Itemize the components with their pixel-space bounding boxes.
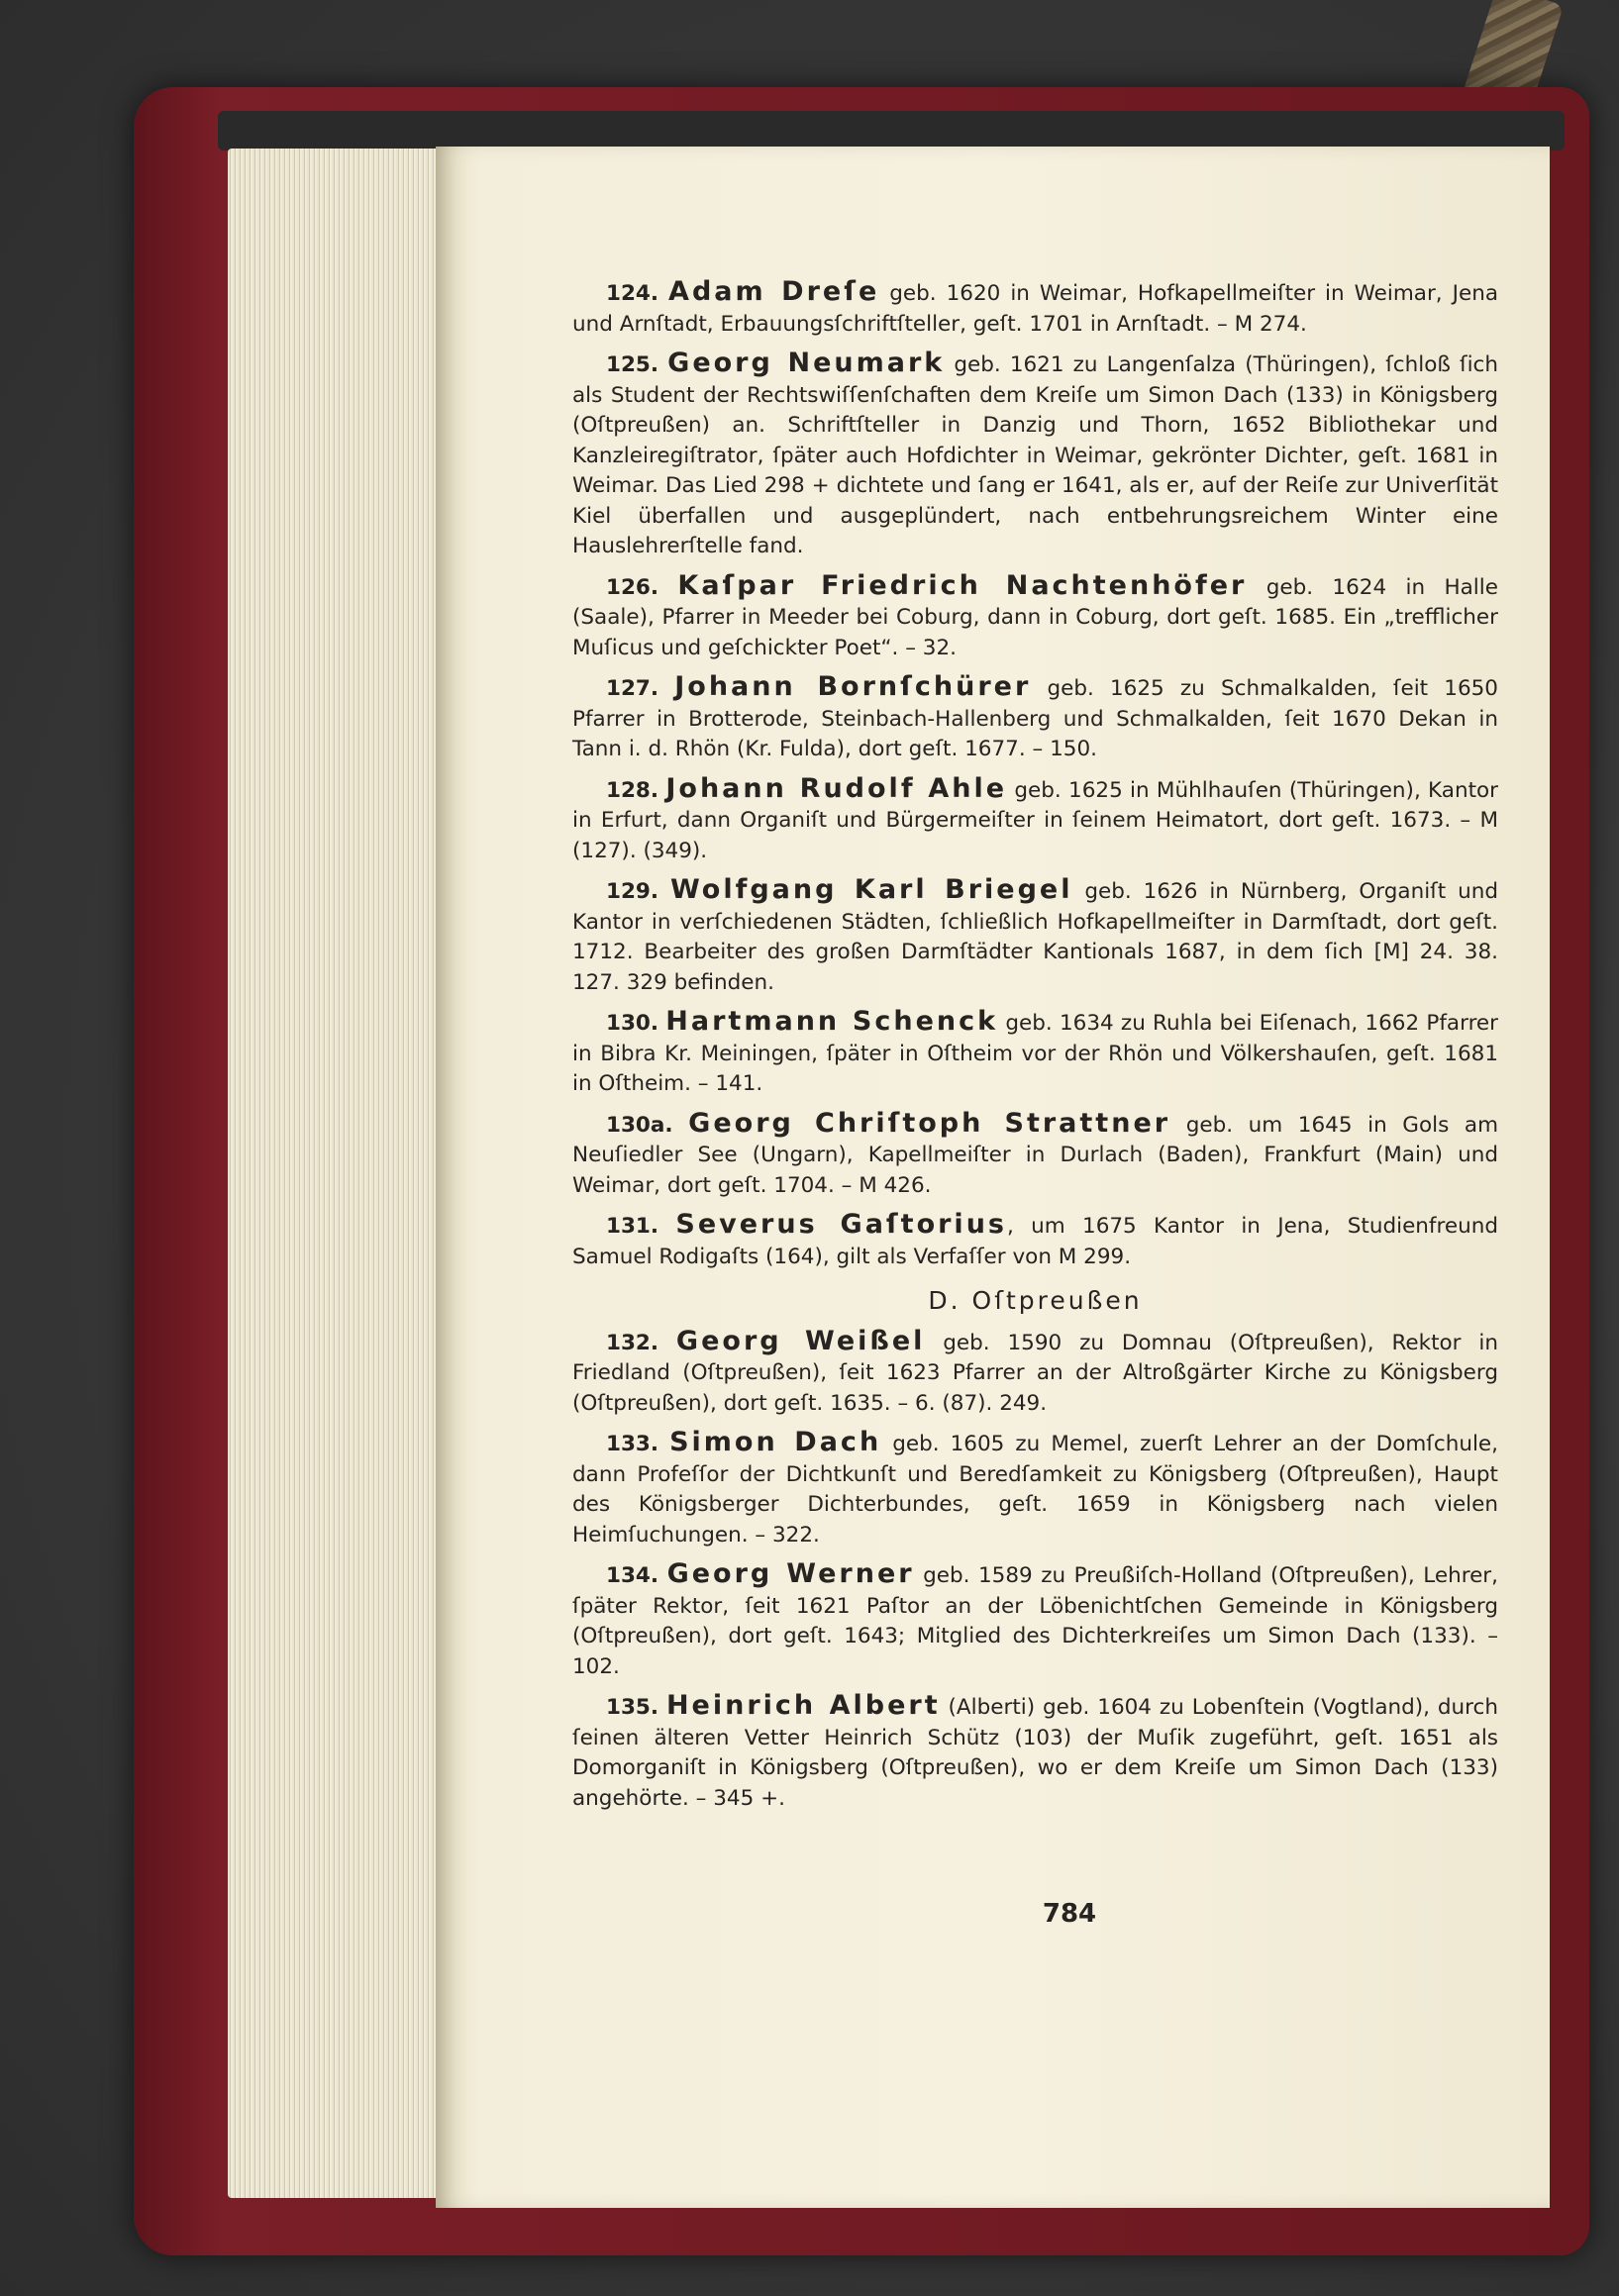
biography-entry [572,277,1498,340]
entry-number: 132. [606,1330,659,1355]
entry-text: geb. 1625 in Mühlhauſen (Thüringen), Kantor in Erfurt, dann Organiſt und Bürgermeiſter in ſeinem Heimatort, dort geſt. 1673. – M (127). (349). [572,777,1499,863]
person-name: Hartmann Schenck [665,1006,999,1037]
entry-number: 130. [606,1011,659,1036]
entry-text: geb. 1624 in Halle (Saale), Pfarrer in Meeder bei Coburg, dann in Coburg, dort geſt. 1685. Ein „trefflicher Muſicus und geſchickter Poet“. – 32. [572,574,1498,660]
book-cover-top-edge [218,111,1565,150]
entry-text: , um 1675 Kantor in Jena, Studienfreund Samuel Rodigaſts (164), gilt als Verfaſſer von M 299. [572,1214,1498,1269]
person-name: Johann Bornſchürer [674,671,1032,702]
biography-entry [572,1691,1498,1814]
entry-text: geb. 1626 in Nürnberg, Organiſt und Kantor in verſchiedenen Städten, ſchließlich Hofkapellmeiſter in Darmſtadt, dort geſt. 1712. Bearbeiter des großen Darmſtädter Kantionals 1687, in dem ſich [M] 24. 38. 127. 329 befinden. [572,879,1498,995]
entries-list [572,1327,1498,1815]
person-name: Georg Weißel [675,1325,926,1356]
biography-entry [572,1559,1498,1682]
entry-number: 134. [606,1563,659,1588]
biography-entry [572,571,1498,664]
person-name: Kaſpar Friedrich Nachtenhöfer [677,569,1248,601]
section-title: D. Oſtpreußen [928,1286,1143,1315]
biography-entry [572,1007,1498,1100]
biography-entry [572,1210,1498,1272]
entry-number: 128. [606,777,659,803]
entry-number: 127. [606,676,659,701]
entry-number: 131. [606,1214,659,1239]
biography-entry [572,875,1498,998]
biography-entry [572,1327,1498,1420]
person-name: Johann Rudolf Ahle [665,772,1008,804]
entry-number: 130a. [606,1112,673,1138]
person-name: Heinrich Albert [665,1690,941,1721]
entry-number: 126. [606,574,659,600]
page-text [572,277,1498,1823]
person-name: Wolfgang Karl Briegel [669,874,1073,905]
entry-text: geb. 1620 in Weimar, Hofkapellmeiſter in Weimar, Jena und Arnſtadt, Erbauungsſchriftſteller, geſt. 1701 in Arnſtadt. – M 274. [572,281,1498,337]
biography-entry [572,1428,1498,1550]
person-name: Severus Gaſtorius [675,1209,1007,1240]
biography-entry [572,672,1498,765]
biography-entry [572,774,1498,867]
biography-entry [572,1109,1498,1202]
person-name: Georg Neumark [667,348,946,378]
entry-number: 135. [606,1695,659,1720]
entry-text: geb. 1634 zu Ruhla bei Eiſenach, 1662 Pfarrer in Bibra Kr. Meiningen, ſpäter in Oſtheim vor der Rhön und Völkershauſen, geſt. 1681 in Oſtheim. – 141. [572,1011,1498,1096]
biography-entry [572,349,1498,562]
person-name: Georg Werner [666,1558,915,1589]
page-number: 784 [1042,1899,1097,1929]
person-name: Simon Dach [669,1427,882,1457]
entry-number: 129. [606,879,659,904]
entry-number: 133. [606,1432,659,1456]
entry-text: (Alberti) geb. 1604 zu Lobenſtein (Vogtland), durch ſeinen älteren Vetter Heinrich Schütz (103) der Muſik zugeführt, geſt. 1651 als Domorganiſt in Königsberg (Oſtpreußen), wo er dem Kreiſe um Simon Dach (133) angehörte. – 345 +. [572,1695,1498,1811]
person-name: Georg Chriſtoph Strattner [688,1107,1171,1139]
entries-list [572,277,1498,1272]
entry-text: geb. 1605 zu Memel, zuerſt Lehrer an der Domſchule, dann Profeſſor der Dichtkunſt und Beredſamkeit zu Königsberg (Oſtpreußen), Haupt des Königsberger Dichterbundes, geſt. 1659 in Königsberg nach vielen Heimſuchungen. – 322. [572,1432,1498,1547]
entry-number: 125. [606,352,659,377]
entry-text: geb. 1625 zu Schmalkalden, ſeit 1650 Pfarrer in Brotterode, Steinbach-Hallenberg und Schmalkalden, ſeit 1670 Dekan in Tann i. d. Rhön (Kr. Fulda), dort geſt. 1677. – 150. [572,676,1498,761]
page-edges [228,149,455,2198]
entry-text: geb. 1590 zu Domnau (Oſtpreußen), Rektor in Friedland (Oſtpreußen), ſeit 1623 Pfarrer an der Altroßgärter Kirche zu Königsberg (Oſtpreußen), dort geſt. 1635. – 6. (87). 249. [572,1330,1498,1416]
entry-text: geb. 1589 zu Preußiſch-Holland (Oſtpreußen), Lehrer, ſpäter Rektor, ſeit 1621 Paſtor an der Löbenichtſchen Gemeinde in Königsberg (Oſtpreußen), dort geſt. 1643; Mitglied des Dichterkreiſes um Simon Dach (133). – 102. [572,1563,1498,1679]
person-name: Adam Dreſe [668,276,880,307]
entry-text: geb. 1621 zu Langenſalza (Thüringen), ſchloß ſich als Student der Rechtswiſſenſchaften dem Kreiſe um Simon Dach (133) in Königsberg (Oſtpreußen) an. Schriftſteller in Danzig und Thorn, 1652 Bibliothekar und Kanzleiregiſtrator, ſpäter auch Hofdichter in Weimar, gekrönter Dichter, geſt. 1681 in Weimar. Das Lied 298 + dichtete und ſang er 1641, als er, auf der Reiſe zur Univerſität Kiel überfallen und ausgeplündert, nach entbehrungsreichem Winter eine Hauslehrerſtelle fand. [572,352,1499,558]
entry-text: geb. um 1645 in Gols am Neuſiedler See (Ungarn), Kapellmeiſter in Durlach (Baden), Frankfurt (Main) und Weimar, dort geſt. 1704. – M 426. [572,1112,1499,1198]
entry-number: 124. [606,281,659,306]
